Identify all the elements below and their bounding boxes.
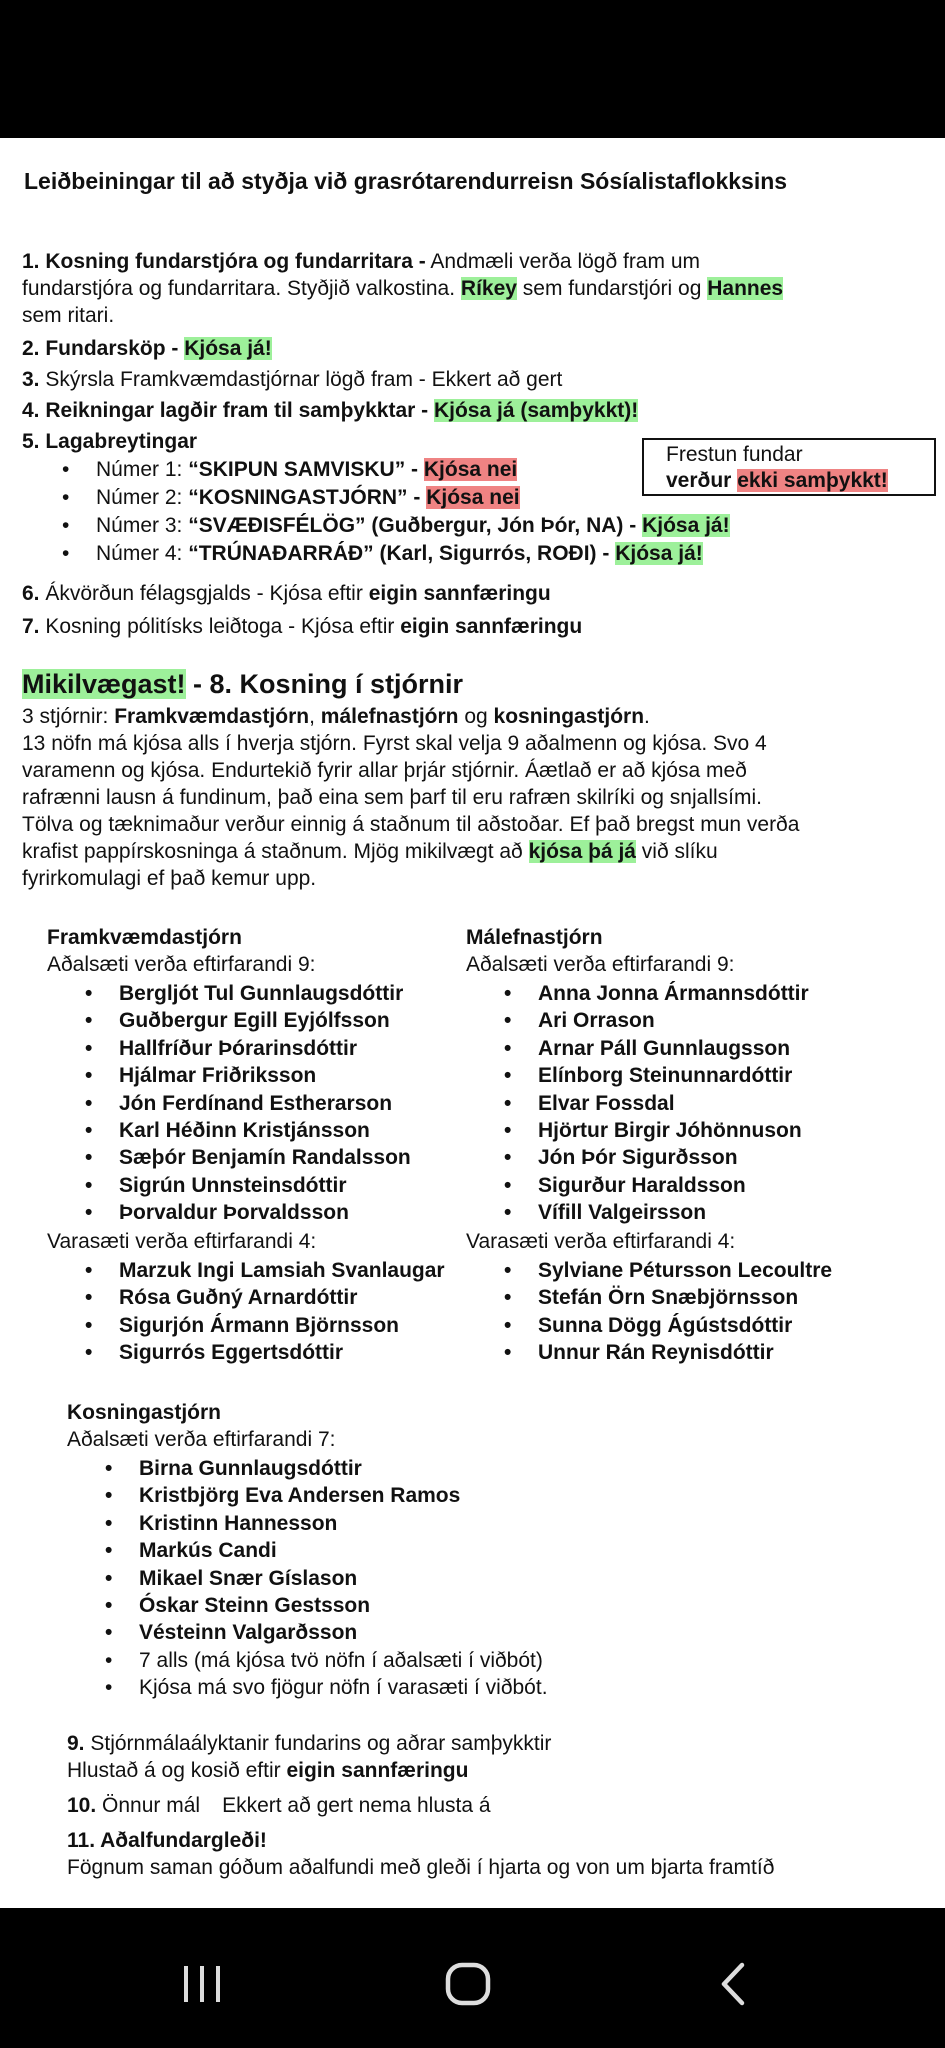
list-item: • Hjálmar Friðriksson <box>119 1062 316 1089</box>
list-item: • Sylviane Pétursson Lecoultre <box>538 1257 832 1284</box>
adjournment-notice-box <box>642 438 936 496</box>
item-4: 4. Reikningar lagðir fram til samþykktar - Kjósa já (samþykkt)! <box>22 399 639 422</box>
list-item: • Anna Jonna Ármannsdóttir <box>538 980 809 1007</box>
list-item: • Mikael Snær Gíslason <box>139 1565 357 1592</box>
list-item: • Vífill Valgeirsson <box>538 1199 706 1226</box>
list-item: • Markús Candi <box>139 1537 277 1564</box>
amendment-1: • Númer 1: “SKIPUN SAMVISKU” - Kjósa nei <box>96 456 517 483</box>
list-item: • Sigurjón Ármann Björnsson <box>119 1312 399 1339</box>
item-2: 2. Fundarsköp - Kjósa já! <box>22 337 272 360</box>
amendment-3: • Númer 3: “SVÆÐISFÉLÖG” (Guðbergur, Jón Þór, NA) - Kjósa já! <box>96 512 730 539</box>
list-item: • Guðbergur Egill Eyjólfsson <box>119 1007 390 1034</box>
kosningastjorn-main-label: Aðalsæti verða eftirfarandi 7: <box>67 1428 336 1451</box>
document-title: Leiðbeiningar til að styðja við grasrótarendurreisn Sósíalistaflokksins <box>24 168 788 194</box>
item-9-line-2: Hlustað á og kosið eftir eigin sannfæringu <box>67 1759 469 1782</box>
list-item: • Bergljót Tul Gunnlaugsdóttir <box>119 980 403 1007</box>
item-8-line-3: varamenn og kjósa. Endurtekið fyrir allar þrjár stjórnir. Áætlað er að kjósa með <box>22 759 747 782</box>
list-item: • Kristbjörg Eva Andersen Ramos <box>139 1482 460 1509</box>
list-item: • Arnar Páll Gunnlaugsson <box>538 1035 790 1062</box>
list-item: • Þorvaldur Þorvaldsson <box>119 1199 349 1226</box>
item-8-line-6: krafist pappírskosninga á staðnum. Mjög mikilvægt að kjósa þá já við slíku <box>22 840 718 863</box>
notice-line-2: verður ekki samþykkt! <box>666 469 888 492</box>
navigation-bar <box>0 1908 945 2048</box>
list-item: • Rósa Guðný Arnardóttir <box>119 1284 357 1311</box>
item-8-line-7: fyrirkomulagi ef það kemur upp. <box>22 867 317 890</box>
item-9-line-1: 9. Stjórnmálaályktanir fundarins og aðrar samþykktir <box>67 1732 552 1755</box>
document-page <box>0 138 945 1908</box>
list-note: • 7 alls (má kjósa tvö nöfn í aðalsæti í viðbót) <box>139 1647 543 1674</box>
item-3: 3. Skýrsla Framkvæmdastjórnar lögð fram - Ekkert að gert <box>22 368 563 391</box>
item-8-heading: Mikilvægast! - 8. Kosning í stjórnir <box>22 669 464 699</box>
kosningastjorn-heading: Kosningastjórn <box>67 1401 222 1424</box>
item-11-text: Fögnum saman góðum aðalfundi með gleði í hjarta og von um bjarta framtíð <box>67 1856 775 1879</box>
item-7: 7. Kosning pólitísks leiðtoga - Kjósa eftir eigin sannfæringu <box>22 615 583 638</box>
amendment-4: • Númer 4: “TRÚNAÐARRÁÐ” (Karl, Sigurrós, ROÐI) - Kjósa já! <box>96 540 703 567</box>
list-note: • Kjósa má svo fjögur nöfn í varasæti í viðbót. <box>139 1674 548 1701</box>
item-1-line-1: 1. Kosning fundarstjóra og fundarritara - Andmæli verða lögð fram um <box>22 250 700 273</box>
back-icon[interactable] <box>704 1962 764 2006</box>
notice-line-1: Frestun fundar <box>666 443 803 466</box>
amendment-2: • Númer 2: “KOSNINGASTJÓRN” - Kjósa nei <box>96 484 520 511</box>
item-8-line-5: Tölva og tæknimaður verður einnig á staðnum til aðstoðar. Ef það bregst mun verða <box>22 813 800 836</box>
list-item: • Vésteinn Valgarðsson <box>139 1619 357 1646</box>
list-item: • Karl Héðinn Kristjánsson <box>119 1117 370 1144</box>
list-item: • Unnur Rán Reynisdóttir <box>538 1339 774 1366</box>
item-8-line-4: rafrænni lausn á fundinum, það eina sem þarf til eru rafræn skilríki og snjallsími. <box>22 786 762 809</box>
list-item: • Birna Gunnlaugsdóttir <box>139 1455 362 1482</box>
list-item: • Sunna Dögg Ágústsdóttir <box>538 1312 792 1339</box>
list-item: • Sæþór Benjamín Randalsson <box>119 1144 411 1171</box>
recents-icon[interactable] <box>172 1962 232 2006</box>
list-item: • Kristinn Hannesson <box>139 1510 337 1537</box>
malefnastjorn-main-label: Aðalsæti verða eftirfarandi 9: <box>466 953 735 976</box>
list-item: • Marzuk Ingi Lamsiah Svanlaugar <box>119 1257 445 1284</box>
list-item: • Stefán Örn Snæbjörnsson <box>538 1284 798 1311</box>
list-item: • Hjörtur Birgir Jóhönnuson <box>538 1117 802 1144</box>
list-item: • Hallfríður Þórarinsdóttir <box>119 1035 357 1062</box>
item-1-line-2: fundarstjóra og fundarritara. Styðjið valkostina. Ríkey sem fundarstjóri og Hannes <box>22 277 784 300</box>
item-11-heading: 11. Aðalfundargleði! <box>67 1829 267 1852</box>
list-item: • Jón Þór Sigurðsson <box>538 1144 738 1171</box>
framkvaemdastjorn-heading: Framkvæmdastjórn <box>47 926 242 949</box>
home-icon[interactable] <box>438 1962 498 2006</box>
item-10: 10. Önnur mál Ekkert að gert nema hlusta á <box>67 1794 491 1817</box>
list-item: • Sigrún Unnsteinsdóttir <box>119 1172 347 1199</box>
list-item: • Elvar Fossdal <box>538 1090 675 1117</box>
framkvaemdastjorn-main-label: Aðalsæti verða eftirfarandi 9: <box>47 953 316 976</box>
malefnastjorn-heading: Málefnastjórn <box>466 926 603 949</box>
item-6: 6. Ákvörðun félagsgjalds - Kjósa eftir eigin sannfæringu <box>22 582 551 605</box>
list-item: • Óskar Steinn Gestsson <box>139 1592 370 1619</box>
framkvaemdastjorn-alt-label: Varasæti verða eftirfarandi 4: <box>47 1230 317 1253</box>
list-item: • Elínborg Steinunnardóttir <box>538 1062 792 1089</box>
list-item: • Ari Orrason <box>538 1007 655 1034</box>
list-item: • Sigurður Haraldsson <box>538 1172 746 1199</box>
list-item: • Jón Ferdínand Estherarson <box>119 1090 392 1117</box>
list-item: • Sigurrós Eggertsdóttir <box>119 1339 343 1366</box>
item-8-line-2: 13 nöfn má kjósa alls í hverja stjórn. Fyrst skal velja 9 aðalmenn og kjósa. Svo 4 <box>22 732 767 755</box>
malefnastjorn-alt-label: Varasæti verða eftirfarandi 4: <box>466 1230 736 1253</box>
item-8-line-1: 3 stjórnir: Framkvæmdastjórn, málefnastjórn og kosningastjórn. <box>22 705 650 728</box>
item-5: 5. Lagabreytingar <box>22 430 198 453</box>
item-1-line-3: sem ritari. <box>22 304 115 327</box>
